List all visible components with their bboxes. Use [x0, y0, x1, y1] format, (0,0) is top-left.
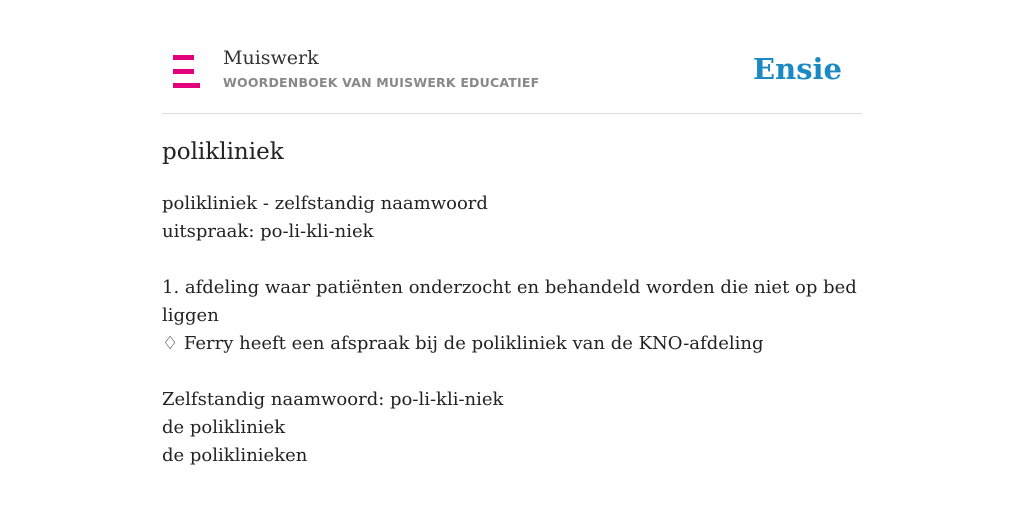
- definition-line-example: ♢ Ferry heeft een afspraak bij de polikliniek van de KNO-afdeling: [162, 333, 764, 354]
- entry-content: [162, 136, 862, 470]
- definition-line-blank: [162, 246, 862, 274]
- logo-bar-top: [173, 55, 194, 60]
- definition-line-word-class: polikliniek - zelfstandig naamwoord: [162, 193, 488, 214]
- definition-line-plural: de poliklinieken: [162, 445, 308, 466]
- logo-bar-bottom: [173, 83, 200, 88]
- definition-line-meaning: 1. afdeling waar patiënten onderzocht en behandeld worden die niet op bed liggen: [162, 277, 863, 326]
- definition-line-singular: de polikliniek: [162, 417, 286, 438]
- definition-line-pronunciation: uitspraak: po-li-kli-niek: [162, 221, 374, 242]
- muiswerk-logo-icon[interactable]: [173, 55, 200, 88]
- entry-term: polikliniek: [162, 139, 284, 165]
- entry-definition: [162, 190, 862, 470]
- definition-line-blank: [162, 358, 862, 386]
- definition-line-syllables: Zelfstandig naamwoord: po-li-kli-niek: [162, 389, 504, 410]
- site-header: [162, 40, 862, 114]
- brand-name[interactable]: Muiswerk: [223, 47, 319, 69]
- ensie-logo-link[interactable]: Ensie: [753, 52, 842, 86]
- brand-subtitle: WOORDENBOEK VAN MUISWERK EDUCATIEF: [223, 75, 540, 90]
- logo-bar-middle: [173, 69, 194, 74]
